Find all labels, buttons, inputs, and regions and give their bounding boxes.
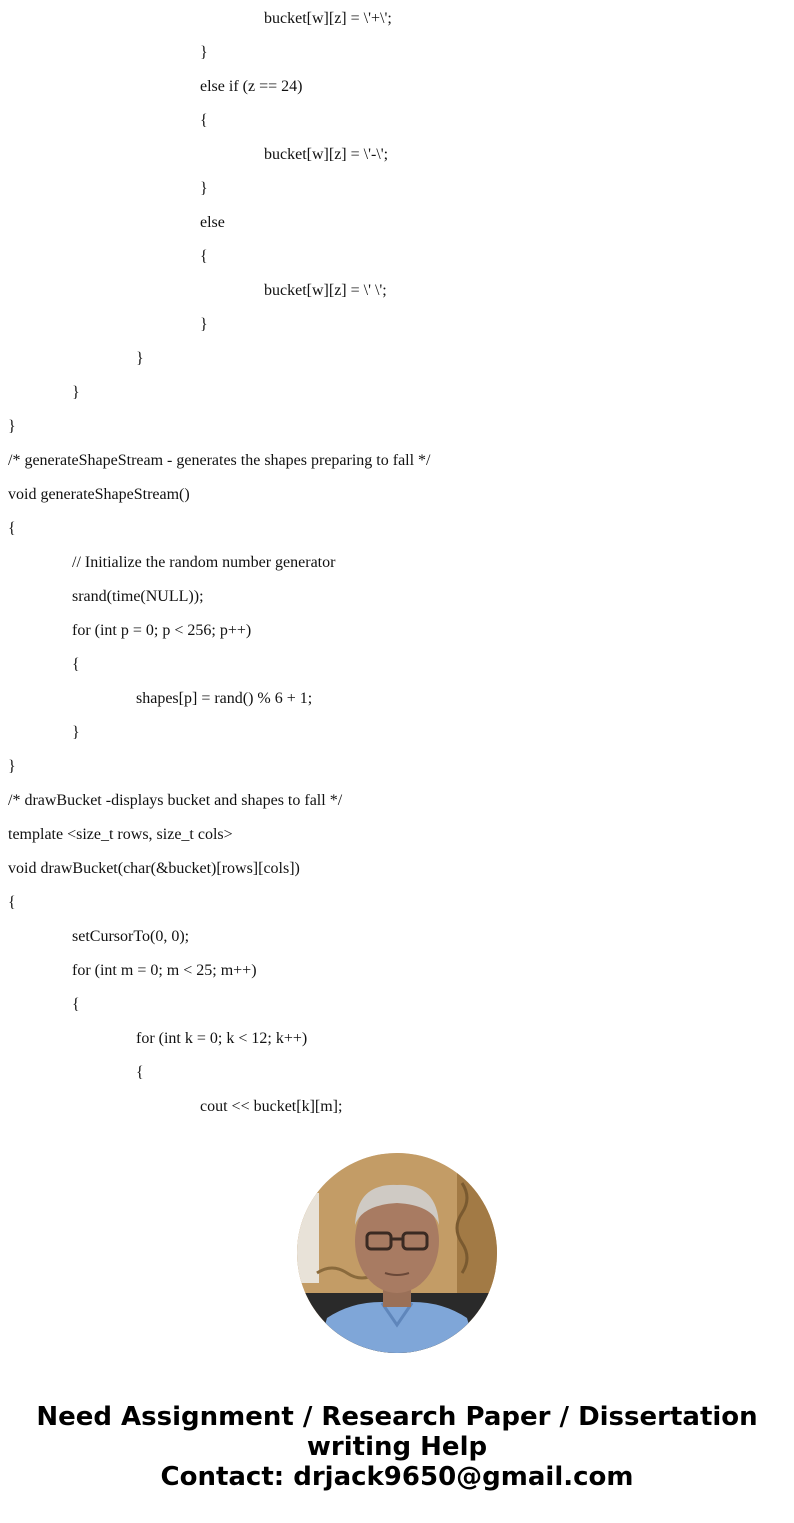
code-line: bucket[w][z] = \'-\';	[264, 146, 389, 163]
code-line: for (int m = 0; m < 25; m++)	[72, 962, 257, 979]
code-line: {	[200, 112, 208, 129]
code-line: /* drawBucket -displays bucket and shapes to fall */	[8, 792, 343, 809]
code-line: {	[8, 894, 16, 911]
code-line: {	[72, 656, 80, 673]
code-line: }	[200, 44, 208, 61]
code-line: }	[200, 316, 208, 333]
code-line: template <size_t rows, size_t cols>	[8, 826, 233, 843]
code-line: srand(time(NULL));	[72, 588, 204, 605]
code-line: setCursorTo(0, 0);	[72, 928, 190, 945]
code-line: bucket[w][z] = \' \';	[264, 282, 387, 299]
code-line: }	[8, 758, 16, 775]
author-photo	[297, 1153, 497, 1353]
code-line: }	[8, 418, 16, 435]
code-line: }	[72, 384, 80, 401]
code-line: cout << bucket[k][m];	[200, 1098, 343, 1115]
code-line: {	[72, 996, 80, 1013]
code-line: {	[8, 520, 16, 537]
author-avatar	[297, 1153, 497, 1353]
code-line: void drawBucket(char(&bucket)[rows][cols])	[8, 860, 300, 877]
code-line: else	[200, 214, 225, 231]
code-line: bucket[w][z] = \'+\';	[264, 10, 392, 27]
code-line: shapes[p] = rand() % 6 + 1;	[136, 690, 313, 707]
code-line: }	[200, 180, 208, 197]
code-line: for (int p = 0; p < 256; p++)	[72, 622, 252, 639]
code-listing	[8, 0, 788, 1122]
code-line: for (int k = 0; k < 12; k++)	[136, 1030, 308, 1047]
promo-line-1: Need Assignment / Research Paper / Dissertation	[36, 1402, 758, 1432]
code-line: void generateShapeStream()	[8, 486, 190, 503]
code-line: // Initialize the random number generator	[72, 554, 336, 571]
promo-footer	[0, 1402, 794, 1492]
code-line: /* generateShapeStream - generates the shapes preparing to fall */	[8, 452, 431, 469]
promo-line-2: writing Help	[306, 1432, 488, 1462]
code-line: else if (z == 24)	[200, 78, 303, 95]
contact-line: Contact: drjack9650@gmail.com	[160, 1462, 634, 1492]
code-line: }	[136, 350, 144, 367]
code-line: }	[72, 724, 80, 741]
code-line: {	[200, 248, 208, 265]
code-line: {	[136, 1064, 144, 1081]
